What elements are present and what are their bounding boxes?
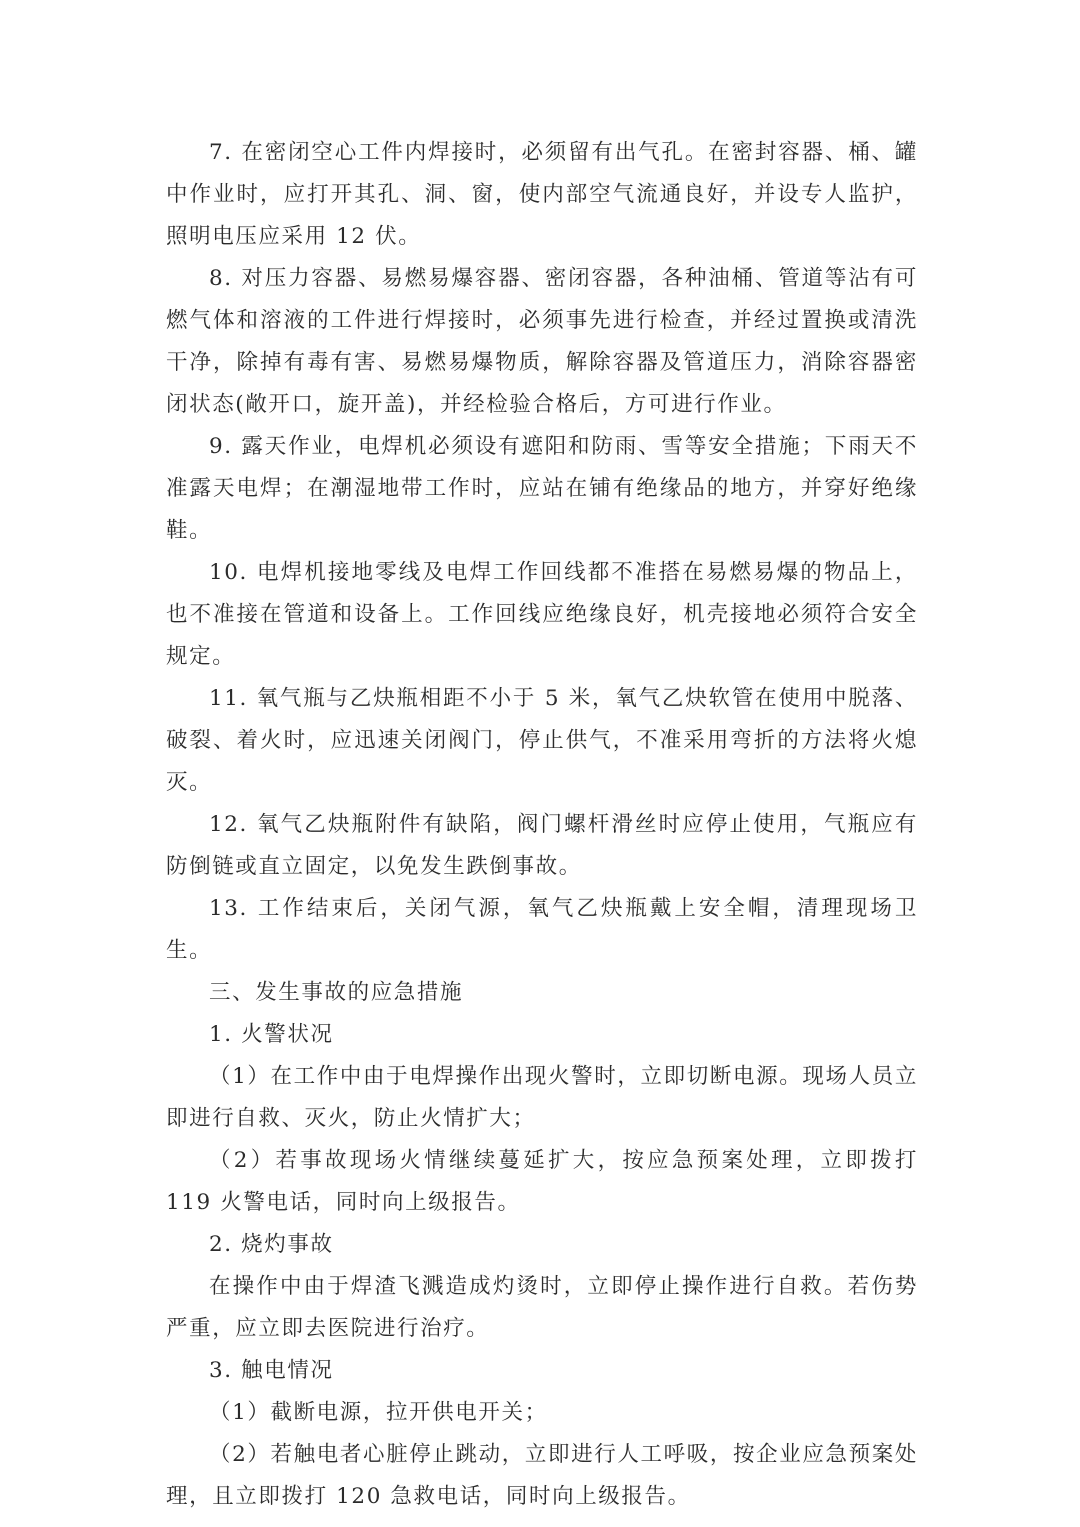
subheading-burn: 2. 烧灼事故 (209, 1232, 334, 1257)
fire-step-1: （1）在工作中由于电焊操作出现火警时，立即切断电源。现场人员立即进行自救、灭火，防止火情扩大； (166, 1064, 918, 1131)
paragraph-item-7: 7. 在密闭空心工件内焊接时，必须留有出气孔。在密封容器、桶、罐中作业时，应打开其孔、洞、窗，使内部空气流通良好，并设专人监护，照明电压应采用 12 伏。 (166, 140, 918, 249)
paragraph-item-8: 8. 对压力容器、易燃易爆容器、密闭容器，各种油桶、管道等沾有可燃气体和溶液的工件进行焊接时，必须事先进行检查，并经过置换或清洗干净，除掉有毒有害、易燃易爆物质，解除容器及管道压力，消除容器密闭状态(敞开口，旋开盖)，并经检验合格后，方可进行作业。 (166, 266, 918, 417)
subheading-electric-shock: 3. 触电情况 (209, 1358, 334, 1383)
paragraph-item-11: 11. 氧气瓶与乙炔瓶相距不小于 5 米，氧气乙炔软管在使用中脱落、破裂、着火时，应迅速关闭阀门，停止供气，不准采用弯折的方法将火熄灭。 (166, 686, 918, 795)
fire-step-2: （2）若事故现场火情继续蔓延扩大，按应急预案处理，立即拨打 119 火警电话，同时向上级报告。 (166, 1148, 918, 1215)
section-heading-emergency: 三、发生事故的应急措施 (209, 980, 464, 1005)
document-body (166, 132, 918, 1518)
shock-step-1: （1）截断电源，拉开供电开关； (209, 1400, 548, 1425)
paragraph-item-13: 13. 工作结束后，关闭气源，氧气乙炔瓶戴上安全帽，清理现场卫生。 (166, 896, 918, 963)
subheading-fire: 1. 火警状况 (209, 1022, 334, 1047)
shock-step-2: （2）若触电者心脏停止跳动，立即进行人工呼吸，按企业应急预案处理，且立即拨打 120 急救电话，同时向上级报告。 (166, 1442, 918, 1509)
paragraph-item-12: 12. 氧气乙炔瓶附件有缺陷，阀门螺杆滑丝时应停止使用，气瓶应有防倒链或直立固定，以免发生跌倒事故。 (166, 812, 918, 879)
paragraph-item-9: 9. 露天作业，电焊机必须设有遮阳和防雨、雪等安全措施；下雨天不准露天电焊；在潮湿地带工作时，应站在铺有绝缘品的地方，并穿好绝缘鞋。 (166, 434, 918, 543)
burn-paragraph: 在操作中由于焊渣飞溅造成灼烫时，立即停止操作进行自救。若伤势严重，应立即去医院进行治疗。 (166, 1274, 918, 1341)
paragraph-item-10: 10. 电焊机接地零线及电焊工作回线都不准搭在易燃易爆的物品上，也不准接在管道和设备上。工作回线应绝缘良好，机壳接地必须符合安全规定。 (166, 560, 918, 669)
